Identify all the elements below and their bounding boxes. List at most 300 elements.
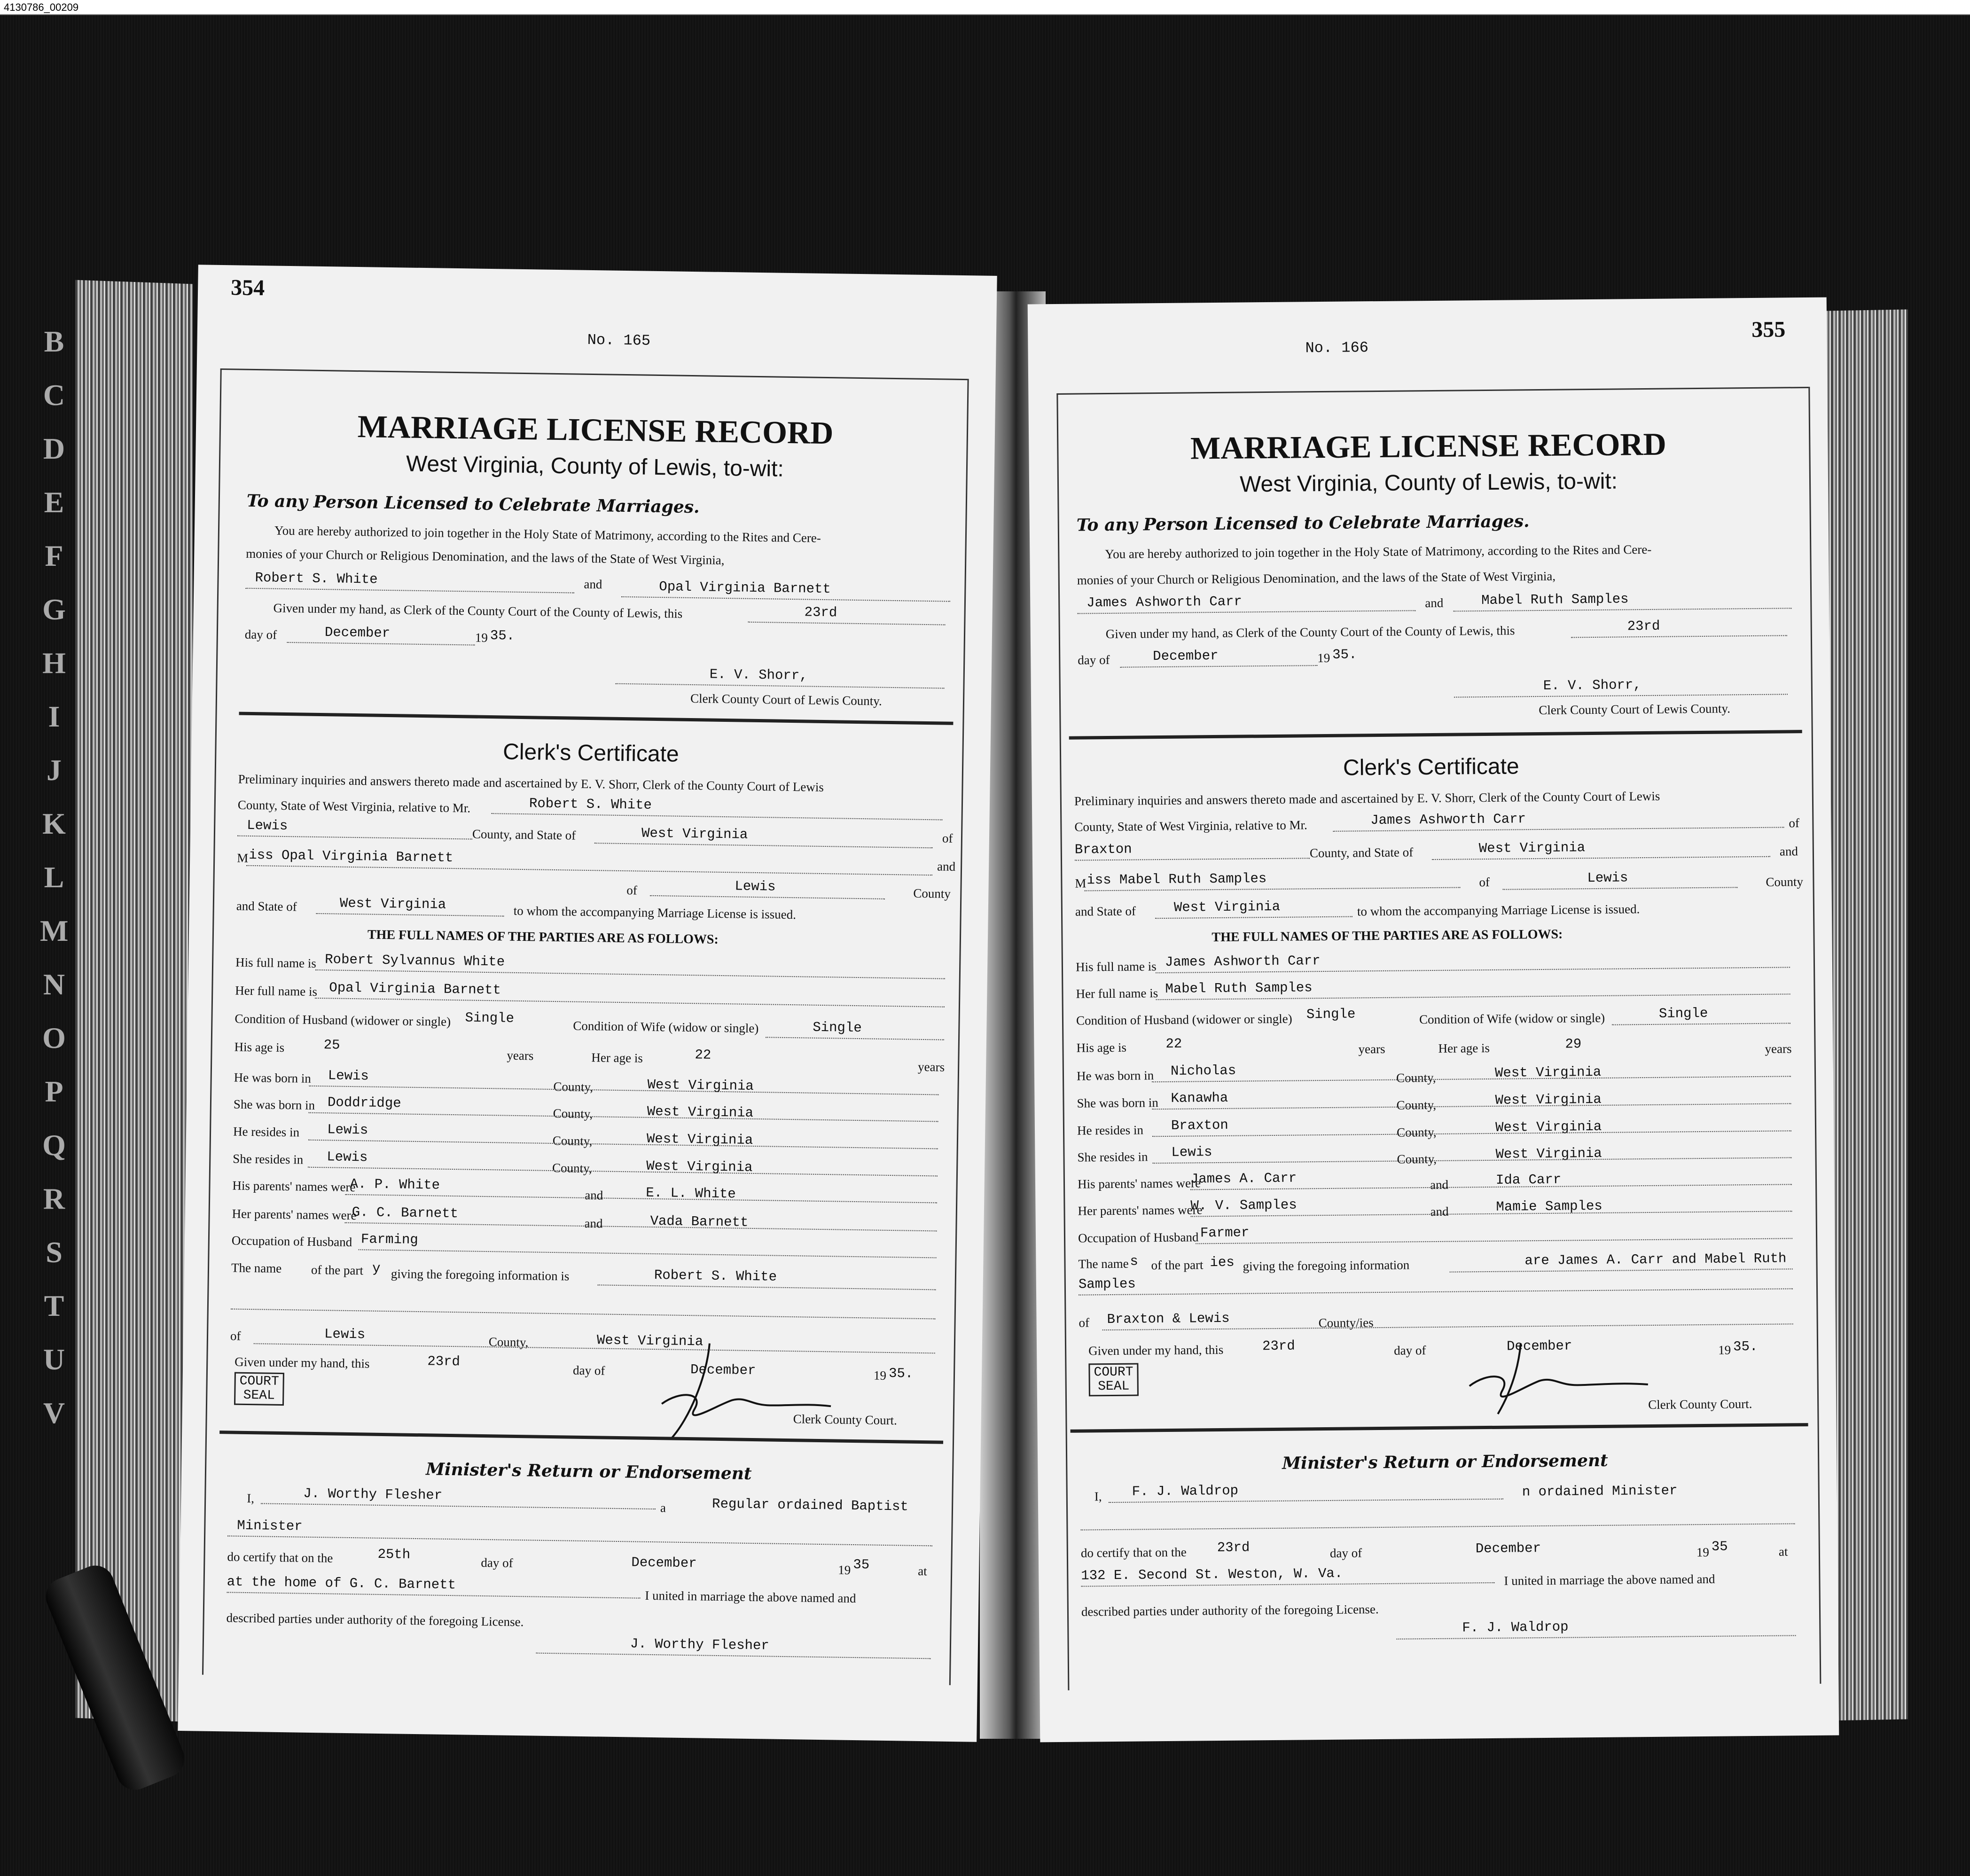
clerk-certificate-title: Clerk's Certificate xyxy=(502,739,680,767)
given-month: December xyxy=(690,1362,756,1379)
she-resides-label: She resides in xyxy=(233,1151,304,1167)
and-label: and xyxy=(1425,595,1444,610)
county-comma: County, xyxy=(553,1079,594,1094)
her-parents-label: Her parents' names were xyxy=(1078,1203,1203,1218)
she-resides-county: Lewis xyxy=(327,1149,368,1165)
i-label: I, xyxy=(1094,1489,1102,1504)
county-label: County xyxy=(913,886,951,901)
marriage-place: at the home of G. C. Barnett xyxy=(227,1574,456,1593)
year-prefix: 19 xyxy=(838,1563,851,1577)
and-label: and xyxy=(585,1188,603,1203)
tab-letter: P xyxy=(45,1075,63,1108)
she-resides-state: West Virginia xyxy=(646,1158,753,1175)
section-divider xyxy=(1071,1423,1808,1433)
she-born-label: She was born in xyxy=(1077,1095,1158,1110)
cert-state: West Virginia xyxy=(641,825,748,843)
years-label: years xyxy=(1358,1041,1385,1056)
tab-letter: V xyxy=(43,1396,65,1430)
fill-line xyxy=(246,865,932,875)
she-resides-state: West Virginia xyxy=(1495,1145,1602,1162)
fill-line xyxy=(594,843,933,848)
fill-line xyxy=(1155,916,1352,919)
fill-line xyxy=(1075,858,1310,860)
occupation: Farmer xyxy=(1200,1225,1250,1241)
fill-line xyxy=(1396,1635,1796,1639)
his-parents-label: His parents' names were xyxy=(1077,1176,1201,1191)
fill-line xyxy=(245,588,574,594)
his-full-label: His full name is xyxy=(235,955,317,970)
name-suffix: s xyxy=(1130,1253,1139,1269)
given-year: 35. xyxy=(888,1366,914,1382)
his-full-name: James Ashworth Carr xyxy=(1165,953,1321,970)
fill-line xyxy=(315,998,945,1008)
tab-letter: M xyxy=(40,914,69,947)
fill-line xyxy=(536,1653,931,1659)
occupation: Farming xyxy=(360,1231,418,1248)
name-of-label: The name xyxy=(231,1260,282,1275)
fill-line xyxy=(359,1249,937,1258)
county-comma: County, xyxy=(1396,1125,1437,1140)
record-title: MARRIAGE LICENSE RECORD xyxy=(357,408,834,451)
he-born-county: Lewis xyxy=(328,1068,369,1084)
authorization-text: monies of your Church or Religious Denomination, and the laws of the State of West Virginia, xyxy=(246,546,725,567)
tab-letter: I xyxy=(48,700,60,733)
her-parent-1: G. C. Barnett xyxy=(352,1204,459,1222)
of-label: of xyxy=(942,831,953,845)
of-label: of xyxy=(1079,1315,1090,1330)
and-label: and xyxy=(1779,844,1798,859)
fill-line xyxy=(345,1194,937,1204)
informant: are James A. Carr and Mabel Ruth xyxy=(1524,1251,1787,1269)
tab-letter: N xyxy=(43,968,65,1001)
party-suffix: y xyxy=(372,1260,381,1276)
clerk-certificate-title: Clerk's Certificate xyxy=(1343,754,1519,781)
marriage-place: 132 E. Second St. Weston, W. Va. xyxy=(1081,1565,1343,1584)
certificate-text: County, State of West Virginia, relative to Mr. xyxy=(1074,818,1307,834)
and-label: and xyxy=(937,859,956,874)
fill-line xyxy=(308,1140,938,1149)
clerk-name: E. V. Shorr, xyxy=(1543,677,1642,694)
tab-letter: R xyxy=(43,1182,65,1215)
and-label: and xyxy=(1430,1204,1449,1219)
marriage-month: December xyxy=(631,1555,697,1571)
page-number: 355 xyxy=(1751,317,1786,343)
fill-line xyxy=(1453,608,1791,611)
license-month: December xyxy=(324,625,391,641)
giving-label: giving the foregoing information xyxy=(1243,1258,1410,1274)
of-label: of xyxy=(1479,875,1490,890)
right-page xyxy=(1028,297,1839,1743)
his-parents-label: His parents' names were xyxy=(232,1178,356,1195)
described-text: described parties under authority of the foregoing License. xyxy=(1081,1602,1379,1619)
day-of-label: day of xyxy=(481,1555,513,1570)
fill-line xyxy=(1080,1523,1795,1530)
i-label: I, xyxy=(247,1491,255,1506)
her-full-label: Her full name is xyxy=(1076,986,1158,1001)
of-label: of xyxy=(1789,816,1800,830)
and-label: and xyxy=(1430,1177,1449,1192)
left-page-edge xyxy=(75,280,193,1722)
image-id-strip xyxy=(0,0,1970,15)
clerk-title: Clerk County Court of Lewis County. xyxy=(1539,701,1731,718)
marriage-month: December xyxy=(1475,1540,1541,1557)
her-parents-label: Her parents' names were xyxy=(232,1206,357,1223)
bride-name: Mabel Ruth Samples xyxy=(1481,591,1629,609)
fill-line xyxy=(748,622,945,625)
years-label: years xyxy=(917,1059,945,1074)
clerk-signature xyxy=(1460,1333,1658,1419)
cond-wife: Single xyxy=(813,1019,862,1036)
court-seal xyxy=(234,1372,284,1406)
full-names-heading: THE FULL NAMES OF THE PARTIES ARE AS FOLLOWS: xyxy=(1212,927,1563,945)
her-full-label: Her full name is xyxy=(235,983,318,999)
license-month: December xyxy=(1153,648,1219,664)
certify-label: do certify that on the xyxy=(1080,1545,1187,1560)
marriage-year: 35 xyxy=(1711,1539,1728,1555)
occupation-label: Occupation of Husband xyxy=(231,1233,352,1250)
minister-desc-2: Minister xyxy=(237,1517,303,1534)
left-page xyxy=(178,265,997,1742)
occupation-label: Occupation of Husband xyxy=(1078,1230,1199,1245)
marriage-year: 35 xyxy=(853,1557,870,1573)
fill-line xyxy=(261,1503,656,1509)
year-prefix: 19 xyxy=(873,1368,887,1383)
m-prefix: M xyxy=(237,851,249,865)
of-label: of xyxy=(626,883,638,898)
his-age: 25 xyxy=(323,1037,340,1053)
name-of-label: The name xyxy=(1078,1256,1129,1271)
groom-name: James Ashworth Carr xyxy=(1087,594,1243,611)
she-born-county: Doddridge xyxy=(327,1094,401,1111)
cert-mr-name: Robert S. White xyxy=(529,796,652,813)
image-id: 4130786_00209 xyxy=(4,1,79,13)
party-label: of the part xyxy=(311,1262,364,1278)
certify-label: do certify that on the xyxy=(227,1549,333,1565)
fill-line xyxy=(1085,887,1461,891)
tab-letter: D xyxy=(43,432,65,465)
united-text: I united in marriage the above named and xyxy=(1504,1571,1715,1588)
record-subtitle: West Virginia, County of Lewis, to-wit: xyxy=(1239,469,1618,497)
license-year: 35. xyxy=(1332,647,1357,663)
bride-name: Opal Virginia Barnett xyxy=(659,579,831,597)
tab-letter: C xyxy=(43,378,65,412)
fill-line xyxy=(287,642,475,646)
his-parent-1: James A. Carr xyxy=(1190,1170,1297,1187)
her-parent-2: Mamie Samples xyxy=(1496,1198,1603,1215)
his-full-name: Robert Sylvannus White xyxy=(325,952,505,970)
seal-line: COURT xyxy=(1094,1365,1134,1380)
informant-county: Braxton & Lewis xyxy=(1107,1310,1230,1328)
united-text: I united in marriage the above named and xyxy=(645,1588,856,1606)
cert-state-2: West Virginia xyxy=(1173,899,1281,915)
cond-wife-label: Condition of Wife (widow or single) xyxy=(1419,1010,1605,1027)
seal-line: SEAL xyxy=(1098,1379,1130,1394)
minister-signature: F. J. Waldrop xyxy=(1462,1619,1569,1636)
her-age-label: Her age is xyxy=(591,1050,643,1065)
he-resides-state: West Virginia xyxy=(646,1131,753,1148)
frame-right xyxy=(949,379,969,1685)
year-prefix: 19 xyxy=(1718,1343,1731,1357)
frame-left xyxy=(202,368,222,1675)
and-label: and xyxy=(584,577,602,592)
year-prefix: 19 xyxy=(475,630,488,645)
minister-return-title: Minister's Return or Endorsement xyxy=(425,1459,752,1484)
section-divider xyxy=(239,712,953,725)
given-text: Given under my hand, as Clerk of the County Court of the County of Lewis, this xyxy=(1105,623,1515,641)
index-tabs xyxy=(40,324,68,1449)
top-rule xyxy=(1056,387,1808,395)
fill-line xyxy=(231,1308,936,1319)
his-parent-2: Ida Carr xyxy=(1495,1172,1562,1188)
county-state-label: County, and State of xyxy=(472,827,576,843)
cert-miss-name: iss Mabel Ruth Samples xyxy=(1087,871,1267,888)
she-born-state: West Virginia xyxy=(1495,1091,1602,1108)
he-resides-county: Lewis xyxy=(327,1122,368,1138)
her-parent-1: W. V. Samples xyxy=(1190,1197,1297,1214)
day-of-label: day of xyxy=(1394,1343,1426,1358)
marriage-day: 23rd xyxy=(1217,1540,1250,1556)
tab-letter: S xyxy=(46,1235,63,1269)
her-age: 22 xyxy=(695,1047,711,1063)
he-resides-state: West Virginia xyxy=(1495,1118,1602,1135)
her-full-name: Mabel Ruth Samples xyxy=(1165,980,1313,997)
cert-county-2: Lewis xyxy=(735,878,776,895)
fill-line xyxy=(309,1086,938,1095)
giving-label: giving the foregoing information is xyxy=(391,1266,570,1283)
tab-letter: J xyxy=(47,753,62,787)
tab-letter: G xyxy=(42,593,66,626)
fill-line xyxy=(1079,1288,1793,1295)
form-number: No. 165 xyxy=(587,331,651,350)
he-born-label: He was born in xyxy=(234,1070,312,1086)
informant-state: West Virginia xyxy=(596,1332,704,1350)
court-seal xyxy=(1088,1363,1139,1397)
his-age-label: His age is xyxy=(234,1040,285,1055)
record-title: MARRIAGE LICENSE RECORD xyxy=(1190,426,1666,466)
county-comma: County, xyxy=(553,1106,593,1121)
cond-wife-label: Condition of Wife (widow or single) xyxy=(573,1018,759,1036)
county-label: County xyxy=(1766,875,1804,889)
county-state-label: County, and State of xyxy=(1309,845,1414,860)
day-of-label: day of xyxy=(244,627,277,642)
his-parent-1: A. P. White xyxy=(350,1176,440,1193)
fill-line xyxy=(650,895,885,899)
fill-line xyxy=(1077,610,1415,614)
fill-line xyxy=(1153,1157,1792,1164)
cert-county: Lewis xyxy=(246,817,288,834)
fill-line xyxy=(237,836,472,840)
fill-line xyxy=(1152,1076,1791,1082)
she-born-state: West Virginia xyxy=(647,1103,754,1121)
authorization-text: You are hereby authorized to join together in the Holy State of Matrimony, according to the Rites and Cere- xyxy=(274,523,821,545)
cert-county-2: Lewis xyxy=(1587,870,1628,886)
day-of-label: day of xyxy=(1329,1546,1362,1560)
her-parent-2: Vada Barnett xyxy=(650,1213,749,1230)
he-born-county: Nicholas xyxy=(1170,1063,1236,1079)
license-year: 35. xyxy=(490,628,515,644)
cond-husband: Single xyxy=(465,1010,515,1026)
tab-letter: K xyxy=(42,807,66,840)
clerk-court-label: Clerk County Court. xyxy=(1648,1397,1752,1412)
county-comma: County, xyxy=(552,1133,593,1149)
fill-line xyxy=(315,969,945,979)
county-comma: County, xyxy=(1397,1151,1437,1166)
cert-mr-name: James Ashworth Carr xyxy=(1370,811,1526,829)
given-day: 23rd xyxy=(1262,1338,1295,1354)
frame-left xyxy=(1056,393,1069,1690)
fill-line xyxy=(1503,887,1738,890)
and-state-label: and State of xyxy=(1075,904,1136,919)
his-age: 22 xyxy=(1165,1036,1182,1052)
fill-line xyxy=(1450,1268,1793,1272)
tab-letter: H xyxy=(42,646,66,680)
cond-wife: Single xyxy=(1658,1005,1708,1022)
m-prefix: M xyxy=(1075,876,1087,891)
tab-letter: T xyxy=(44,1289,64,1322)
fill-line xyxy=(1432,856,1770,860)
a-label: a xyxy=(660,1501,666,1515)
his-parent-2: E. L. White xyxy=(646,1185,736,1202)
minister-desc: n ordained Minister xyxy=(1522,1483,1678,1500)
party-suffix: ies xyxy=(1210,1254,1235,1271)
county-ies-label: County/ies xyxy=(1318,1315,1374,1330)
his-full-label: His full name is xyxy=(1075,959,1157,974)
to-whom-text: to whom the accompanying Marriage License is issued. xyxy=(513,903,797,922)
cert-miss-name: iss Opal Virginia Barnett xyxy=(249,847,453,866)
fill-line xyxy=(1571,635,1787,638)
fill-line xyxy=(1109,1499,1503,1503)
minister-signature: J. Worthy Flesher xyxy=(630,1636,770,1654)
informant-county: Lewis xyxy=(324,1326,366,1343)
county-comma: County, xyxy=(488,1335,529,1350)
section-divider xyxy=(1069,730,1802,740)
and-label: and xyxy=(584,1216,603,1231)
she-born-label: She was born in xyxy=(233,1097,315,1112)
given-hand-label: Given under my hand, this xyxy=(1088,1342,1224,1358)
to-whom-text: to whom the accompanying Marriage License is issued. xyxy=(1357,902,1640,919)
license-day: 23rd xyxy=(804,604,837,621)
page-number: 354 xyxy=(230,275,265,301)
day-of-label: day of xyxy=(1078,652,1110,667)
he-born-label: He was born in xyxy=(1076,1068,1154,1083)
full-names-heading: THE FULL NAMES OF THE PARTIES ARE AS FOLLOWS: xyxy=(367,927,719,947)
form-number: No. 166 xyxy=(1305,339,1369,357)
groom-name: Robert S. White xyxy=(255,570,378,587)
seal-line: SEAL xyxy=(243,1388,275,1403)
she-resides-county: Lewis xyxy=(1171,1144,1212,1160)
given-text: Given under my hand, as Clerk of the County Court of the County of Lewis, this xyxy=(273,601,683,621)
at-label: at xyxy=(1778,1544,1788,1559)
given-month: December xyxy=(1506,1338,1572,1354)
tab-letter: B xyxy=(44,325,64,358)
fill-line xyxy=(598,1284,936,1290)
county-comma: County, xyxy=(552,1160,592,1176)
fill-line xyxy=(227,1592,640,1598)
clerk-court-label: Clerk County Court. xyxy=(793,1412,898,1428)
he-born-state: West Virginia xyxy=(1494,1064,1602,1081)
cert-county: Braxton xyxy=(1074,841,1132,858)
tab-letter: O xyxy=(42,1021,66,1055)
fill-line xyxy=(1196,1238,1792,1244)
authorization-text: You are hereby authorized to join together in the Holy State of Matrimony, according to the Rites and Cere- xyxy=(1105,542,1652,562)
cert-state: West Virginia xyxy=(1478,840,1586,857)
cond-husband: Single xyxy=(1306,1006,1356,1023)
salutation: To any Person Licensed to Celebrate Marriages. xyxy=(246,491,700,517)
license-day: 23rd xyxy=(1627,618,1660,634)
she-born-county: Kanawha xyxy=(1171,1090,1228,1106)
of-label: of xyxy=(230,1329,241,1343)
year-prefix: 19 xyxy=(1317,650,1330,665)
certificate-text: Preliminary inquiries and answers thereto made and ascertained by E. V. Shorr, Clerk of the County Court of Lewis xyxy=(1074,789,1660,808)
her-age-label: Her age is xyxy=(1438,1040,1490,1055)
her-full-name: Opal Virginia Barnett xyxy=(329,980,501,998)
fill-line xyxy=(308,1167,938,1177)
years-label: years xyxy=(1765,1041,1792,1056)
years-label: years xyxy=(507,1048,534,1063)
given-day: 23rd xyxy=(427,1353,461,1370)
minister-return-title: Minister's Return or Endorsement xyxy=(1282,1450,1608,1473)
authorization-text: monies of your Church or Religious Denomination, and the laws of the State of West Virginia, xyxy=(1077,569,1556,587)
fill-line xyxy=(766,1037,944,1040)
frame-right xyxy=(1808,387,1821,1684)
record-subtitle: West Virginia, County of Lewis, to-wit: xyxy=(406,451,784,482)
fill-line xyxy=(1612,1023,1790,1025)
party-label: of the part xyxy=(1151,1258,1204,1273)
day-of-label: day of xyxy=(572,1363,605,1378)
he-born-state: West Virginia xyxy=(647,1077,754,1094)
marriage-day: 25th xyxy=(377,1546,411,1563)
fill-line xyxy=(316,913,504,917)
fill-line xyxy=(621,596,950,602)
minister-desc: Regular ordained Baptist xyxy=(711,1496,909,1515)
tab-letter: F xyxy=(45,539,63,572)
tab-letter: U xyxy=(43,1343,65,1376)
fill-line xyxy=(615,683,944,689)
clerk-name: E. V. Shorr, xyxy=(709,666,808,684)
certificate-text: Preliminary inquiries and answers thereto made and ascertained by E. V. Shorr, Clerk of the County Court of Lewis xyxy=(238,772,824,794)
minister-name: J. Worthy Flesher xyxy=(303,1485,443,1503)
fill-line xyxy=(492,813,943,820)
given-hand-label: Given under my hand, this xyxy=(235,1354,370,1371)
salutation: To any Person Licensed to Celebrate Marriages. xyxy=(1076,511,1530,535)
described-text: described parties under authority of the foregoing License. xyxy=(226,1610,524,1629)
given-year: 35. xyxy=(1733,1339,1758,1355)
fill-line xyxy=(309,1112,938,1122)
at-label: at xyxy=(917,1563,927,1579)
informant: Robert S. White xyxy=(654,1267,777,1285)
clerk-title: Clerk County Court of Lewis County. xyxy=(690,691,882,708)
fill-line xyxy=(1152,1130,1791,1137)
fill-line xyxy=(344,1222,937,1232)
cert-state-2: West Virginia xyxy=(339,895,446,913)
his-age-label: His age is xyxy=(1076,1040,1127,1055)
fill-line xyxy=(227,1535,932,1546)
clerk-signature xyxy=(652,1333,841,1444)
her-age: 29 xyxy=(1565,1036,1582,1052)
fill-line xyxy=(1454,694,1788,697)
cond-husband-label: Condition of Husband (widower or single) xyxy=(235,1011,451,1029)
county-comma: County, xyxy=(1396,1070,1436,1085)
county-comma: County, xyxy=(1396,1097,1437,1112)
he-resides-label: He resides in xyxy=(233,1124,300,1140)
year-prefix: 19 xyxy=(1696,1545,1710,1560)
fill-line xyxy=(1120,665,1317,668)
she-resides-label: She resides in xyxy=(1077,1149,1148,1165)
tab-letter: E xyxy=(44,485,64,519)
he-resides-label: He resides in xyxy=(1077,1123,1144,1138)
cond-husband-label: Condition of Husband (widower or single) xyxy=(1076,1011,1292,1028)
certificate-text: County, State of West Virginia, relative to Mr. xyxy=(237,797,471,815)
